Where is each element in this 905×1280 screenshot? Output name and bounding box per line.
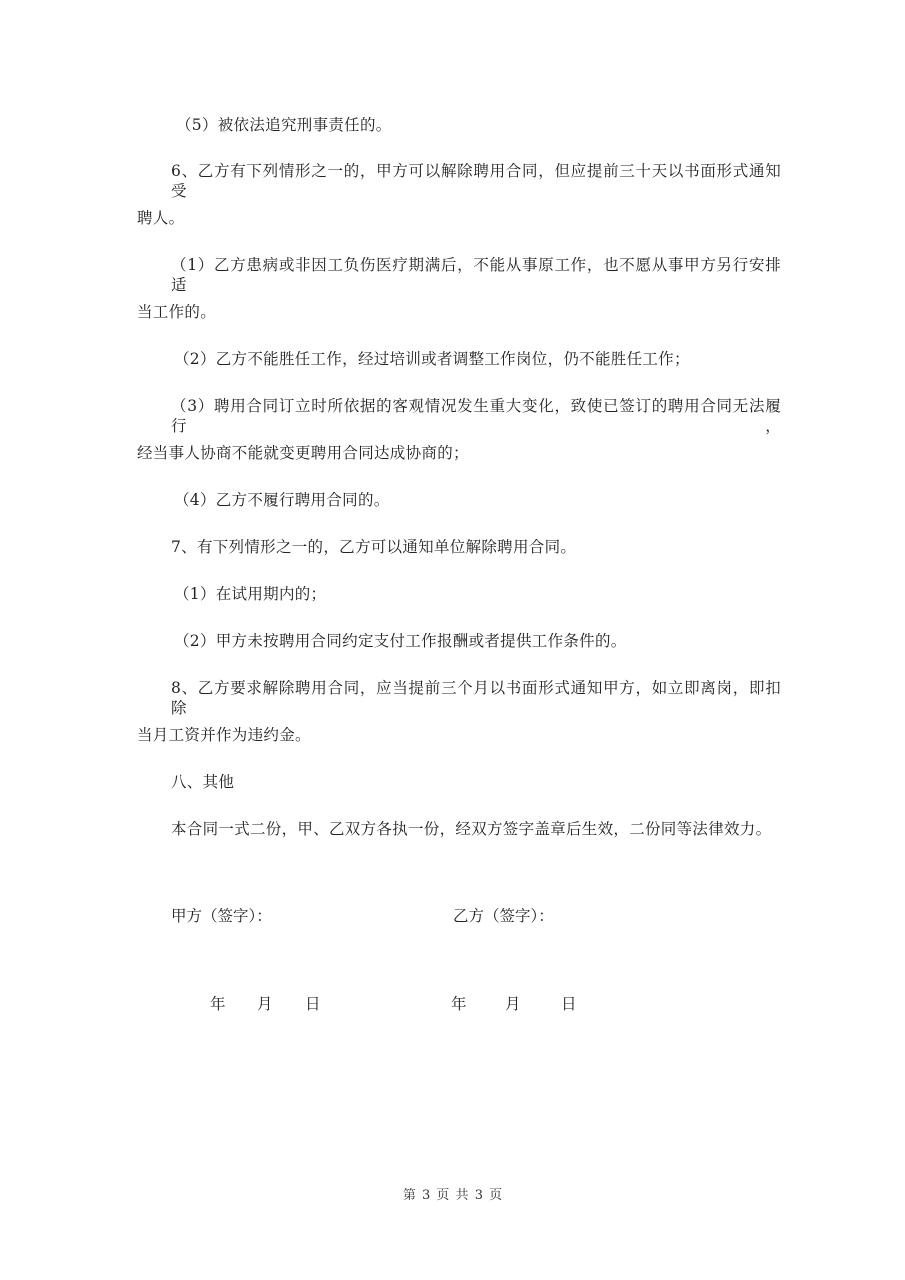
party-b-month-label: 月 [505, 995, 521, 1013]
clause-7: 7、有下列情形之一的，乙方可以通知单位解除聘用合同。 [171, 538, 577, 556]
party-a-signature-label: 甲方（签字）： [171, 907, 272, 925]
party-a-year-label: 年 [210, 995, 226, 1013]
clause-6-4: （4）乙方不履行聘用合同的。 [174, 491, 390, 509]
clause-8-line-1: 8、乙方要求解除聘用合同，应当提前三个月以书面形式通知甲方，如立即离岗，即扣除 [171, 679, 781, 717]
clause-6-3-line-1: （3）聘用合同订立时所依据的客观情况发生重大变化，致使已签订的聘用合同无法履行， [171, 397, 781, 435]
party-b-signature-label: 乙方（签字）： [453, 907, 554, 925]
clause-7-1: （1）在试用期内的； [174, 585, 327, 603]
clause-6-1-line-1: （1）乙方患病或非因工负伤医疗期满后，不能从事原工作，也不愿从事甲方另行安排适 [171, 256, 781, 294]
contract-copies-clause: 本合同一式二份，甲、乙双方各执一份，经双方签字盖章后生效，二份同等法律效力。 [171, 820, 772, 838]
party-a-day-label: 日 [305, 995, 321, 1013]
clause-6-line-1: 6、乙方有下列情形之一的，甲方可以解除聘用合同，但应提前三十天以书面形式通知受 [171, 162, 781, 200]
clause-8-line-2: 当月工资并作为违约金。 [137, 726, 311, 744]
clause-6-2: （2）乙方不能胜任工作，经过培训或者调整工作岗位，仍不能胜任工作； [174, 350, 690, 368]
party-b-year-label: 年 [451, 995, 467, 1013]
clause-6-3-line-2: 经当事人协商不能就变更聘用合同达成协商的； [137, 444, 469, 462]
clause-7-5: （5）被依法追究刑事责任的。 [176, 116, 392, 134]
section-8-heading: 八、其他 [171, 773, 235, 791]
clause-7-2: （2）甲方未按聘用合同约定支付工作报酬或者提供工作条件的。 [174, 632, 627, 650]
party-a-month-label: 月 [257, 995, 273, 1013]
clause-6-1-line-2: 当工作的。 [137, 303, 217, 321]
page-footer: 第 3 页 共 3 页 [402, 1188, 503, 1203]
party-b-day-label: 日 [561, 995, 577, 1013]
clause-6-line-2: 聘人。 [137, 209, 185, 227]
